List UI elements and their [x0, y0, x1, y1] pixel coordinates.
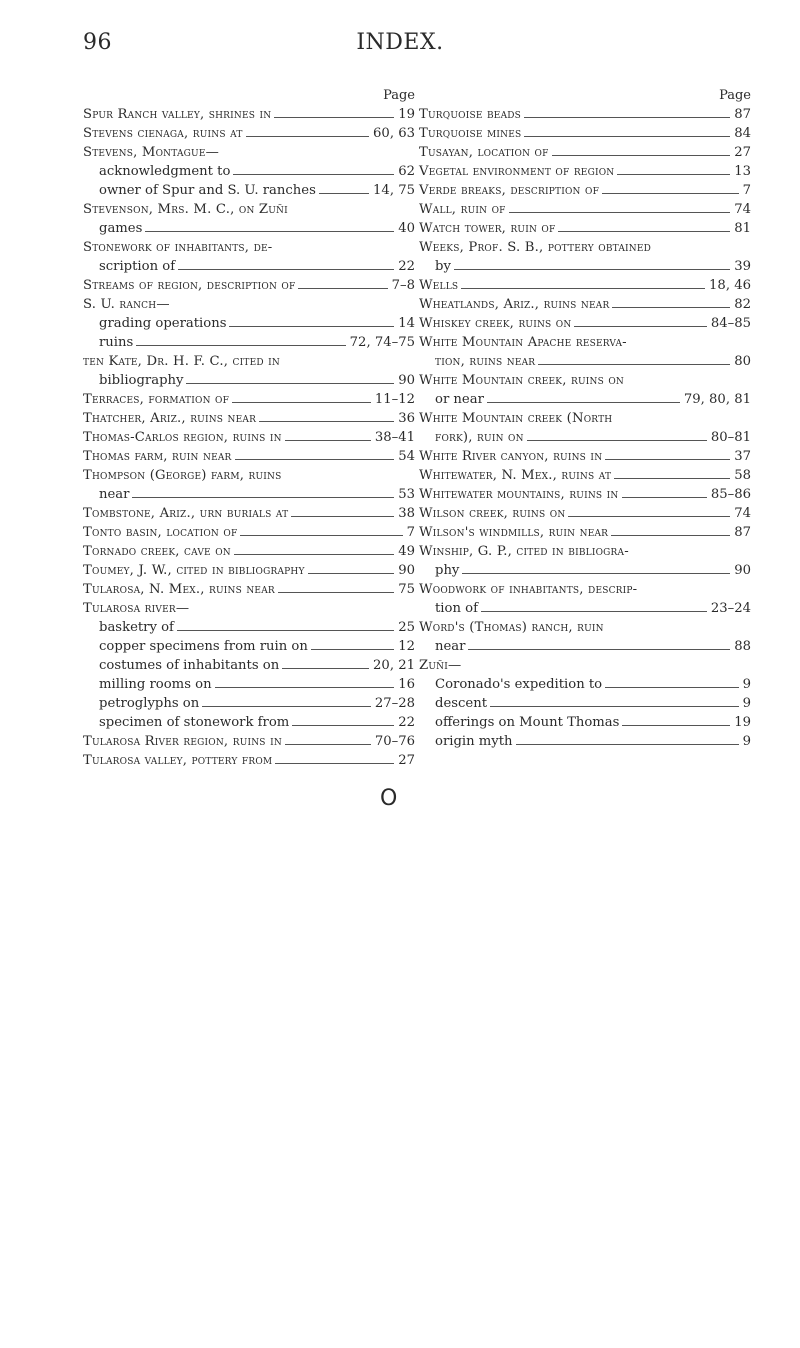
entry-text: Woodwork of inhabitants, descrip-: [419, 582, 638, 597]
entry-page-ref: 7: [406, 525, 415, 540]
entry-page-ref: 14: [398, 316, 415, 331]
entry-page-ref: 75: [398, 582, 415, 597]
index-entry: [419, 599, 751, 618]
index-entry: [83, 143, 415, 162]
entry-text: phy: [435, 563, 460, 578]
leader-line: [558, 231, 730, 232]
entry-page-ref: 90: [734, 563, 751, 578]
entry-text: Wells: [419, 278, 459, 293]
index-entry: [419, 542, 751, 561]
leader-line: [274, 117, 394, 118]
entry-text: origin myth: [435, 734, 513, 749]
leader-line: [215, 687, 395, 688]
index-entry: [83, 371, 415, 390]
index-entry: [83, 390, 415, 409]
leader-line: [298, 288, 387, 289]
leader-line: [538, 364, 730, 365]
index-entry: [83, 447, 415, 466]
leader-line: [614, 478, 730, 479]
right-entries: [419, 105, 751, 751]
leader-line: [285, 440, 371, 441]
index-entry: [83, 238, 415, 257]
leader-line: [235, 459, 395, 460]
index-entry: [83, 124, 415, 143]
entry-text: Wheatlands, Ariz., ruins near: [419, 297, 610, 312]
entry-text: Coronado's expedition to: [435, 677, 603, 692]
index-entry: [83, 656, 415, 675]
leader-line: [462, 573, 730, 574]
entry-text: tion of: [435, 601, 478, 616]
entry-text: Tusayan, location of: [419, 145, 549, 160]
entry-page-ref: 85–86: [710, 487, 751, 502]
leader-line: [617, 174, 730, 175]
entry-text: Whitewater mountains, ruins in: [419, 487, 619, 502]
leader-line: [490, 706, 739, 707]
leader-line: [524, 117, 730, 118]
entry-page-ref: 12: [398, 639, 415, 654]
entry-text: Stevens, Montague—: [83, 145, 219, 160]
entry-text: Tularosa river—: [83, 601, 190, 616]
page-column-heading: Page: [383, 88, 415, 103]
leader-line: [468, 649, 730, 650]
entry-text: tion, ruins near: [435, 354, 536, 369]
entry-text: Thatcher, Ariz., ruins near: [83, 411, 257, 426]
index-entry: [419, 352, 751, 371]
entry-text: costumes of inhabitants on: [99, 658, 280, 673]
entry-page-ref: 38–41: [374, 430, 415, 445]
entry-page-ref: 27–28: [374, 696, 415, 711]
entry-text: Spur Ranch valley, shrines in: [83, 107, 272, 122]
index-entry: [419, 713, 751, 732]
entry-page-ref: 72, 74–75: [349, 335, 415, 350]
leader-line: [202, 706, 371, 707]
entry-page-ref: 40: [398, 221, 415, 236]
index-entry: [83, 409, 415, 428]
entry-text: Tombstone, Ariz., urn burials at: [83, 506, 289, 521]
entry-text: games: [99, 221, 143, 236]
entry-page-ref: 79, 80, 81: [683, 392, 751, 407]
index-entry: [83, 523, 415, 542]
index-entry: [419, 371, 751, 390]
entry-text: Wilson creek, ruins on: [419, 506, 566, 521]
entry-text: Winship, G. P., cited in bibliogra-: [419, 544, 629, 559]
entry-text: Tularosa, N. Mex., ruins near: [83, 582, 275, 597]
index-entry: [419, 276, 751, 295]
entry-page-ref: 87: [734, 107, 751, 122]
leader-line: [481, 611, 707, 612]
index-entry: [419, 219, 751, 238]
leader-line: [611, 535, 730, 536]
entry-text: bibliography: [99, 373, 184, 388]
entry-page-ref: 9: [742, 677, 751, 692]
page-column-heading: Page: [719, 88, 751, 103]
index-column-left: [83, 86, 415, 770]
index-entry: [419, 105, 751, 124]
entry-page-ref: 74: [734, 202, 751, 217]
entry-page-ref: 16: [398, 677, 415, 692]
index-entry: [83, 105, 415, 124]
entry-page-ref: 70–76: [374, 734, 415, 749]
entry-page-ref: 81: [734, 221, 751, 236]
index-entry: [83, 675, 415, 694]
leader-line: [311, 649, 394, 650]
entry-text: Tornado creek, cave on: [83, 544, 231, 559]
entry-page-ref: 58: [734, 468, 751, 483]
entry-text: Turquoise mines: [419, 126, 522, 141]
entry-page-ref: 80–81: [710, 430, 751, 445]
index-entry: [419, 162, 751, 181]
entry-text: Verde breaks, description of: [419, 183, 600, 198]
index-entry: [83, 599, 415, 618]
index-entry: [83, 618, 415, 637]
index-entry: [419, 466, 751, 485]
index-entry: [83, 162, 415, 181]
index-entry: [83, 352, 415, 371]
index-entry: [83, 276, 415, 295]
entry-text: Stonework of inhabitants, de-: [83, 240, 273, 255]
entry-page-ref: 88: [734, 639, 751, 654]
entry-page-ref: 27: [398, 753, 415, 768]
entry-page-ref: 36: [398, 411, 415, 426]
entry-text: by: [435, 259, 451, 274]
entry-text: White Mountain Apache reserva-: [419, 335, 627, 350]
index-entry: [419, 143, 751, 162]
entry-page-ref: 87: [734, 525, 751, 540]
leader-line: [145, 231, 394, 232]
entry-text: Turquoise beads: [419, 107, 522, 122]
entry-text: Thompson (George) farm, ruins: [83, 468, 282, 483]
index-entry: [419, 200, 751, 219]
entry-text: Tularosa River region, ruins in: [83, 734, 282, 749]
leader-line: [622, 497, 707, 498]
leader-line: [454, 269, 730, 270]
index-entry: [83, 181, 415, 200]
entry-page-ref: 19: [398, 107, 415, 122]
leader-line: [487, 402, 680, 403]
index-entry: [83, 713, 415, 732]
entry-text: White Mountain creek (North: [419, 411, 613, 426]
index-entry: [419, 295, 751, 314]
entry-text: milling rooms on: [99, 677, 212, 692]
leader-line: [319, 193, 369, 194]
index-entry: [419, 333, 751, 352]
entry-text: copper specimens from ruin on: [99, 639, 308, 654]
index-entry: [419, 656, 751, 675]
index-entry: [419, 257, 751, 276]
index-entry: [83, 732, 415, 751]
left-entries: [83, 105, 415, 770]
page-header: [0, 30, 800, 60]
entry-page-ref: 7–8: [391, 278, 415, 293]
entry-page-ref: 37: [734, 449, 751, 464]
entry-page-ref: 53: [398, 487, 415, 502]
leader-line: [234, 554, 394, 555]
entry-text: Word's (Thomas) ranch, ruin: [419, 620, 604, 635]
leader-line: [233, 174, 394, 175]
index-entry: [419, 637, 751, 656]
entry-page-ref: 84–85: [710, 316, 751, 331]
leader-line: [275, 763, 394, 764]
index-entry: [419, 409, 751, 428]
leader-line: [278, 592, 394, 593]
entry-page-ref: 82: [734, 297, 751, 312]
entry-text: Thomas-Carlos region, ruins in: [83, 430, 282, 445]
entry-text: Whiskey creek, ruins on: [419, 316, 572, 331]
entry-text: Zuñi—: [419, 658, 462, 673]
index-entry: [83, 580, 415, 599]
index-entry: [419, 124, 751, 143]
index-entry: [83, 257, 415, 276]
leader-line: [232, 402, 371, 403]
entry-text: petroglyphs on: [99, 696, 200, 711]
leader-line: [308, 573, 395, 574]
index-entry: [83, 466, 415, 485]
index-entry: [419, 580, 751, 599]
entry-text: Tularosa valley, pottery from: [83, 753, 273, 768]
leader-line: [177, 630, 394, 631]
index-entry: [83, 751, 415, 770]
index-entry: [83, 314, 415, 333]
entry-text: White Mountain creek, ruins on: [419, 373, 625, 388]
index-entry: [419, 618, 751, 637]
index-entry: [83, 428, 415, 447]
entry-page-ref: 23–24: [710, 601, 751, 616]
entry-page-ref: 7: [742, 183, 751, 198]
entry-page-ref: 39: [734, 259, 751, 274]
index-entry: [83, 561, 415, 580]
index-entry: [83, 200, 415, 219]
index-entry: [83, 542, 415, 561]
entry-text: scription of: [99, 259, 176, 274]
index-entry: [419, 390, 751, 409]
index-entry: [83, 504, 415, 523]
entry-text: Stevens cienaga, ruins at: [83, 126, 243, 141]
entry-page-ref: 74: [734, 506, 751, 521]
entry-text: acknowledgment to: [99, 164, 231, 179]
leader-line: [186, 383, 394, 384]
leader-line: [291, 516, 394, 517]
entry-page-ref: 13: [734, 164, 751, 179]
entry-page-ref: 9: [742, 696, 751, 711]
entry-page-ref: 90: [398, 373, 415, 388]
index-entry: [419, 732, 751, 751]
entry-text: near: [435, 639, 466, 654]
leader-line: [524, 136, 730, 137]
leader-line: [605, 687, 738, 688]
entry-page-ref: 18, 46: [709, 278, 751, 293]
entry-text: Whitewater, N. Mex., ruins at: [419, 468, 612, 483]
entry-page-ref: 22: [398, 259, 415, 274]
entry-text: ten Kate, Dr. H. F. C., cited in: [83, 354, 280, 369]
entry-text: Terraces, formation of: [83, 392, 230, 407]
entry-page-ref: 49: [398, 544, 415, 559]
entry-page-ref: 22: [398, 715, 415, 730]
entry-text: Wall, ruin of: [419, 202, 506, 217]
index-entry: [83, 219, 415, 238]
entry-text: specimen of stonework from: [99, 715, 290, 730]
entry-page-ref: 25: [398, 620, 415, 635]
end-mark: O: [380, 786, 398, 811]
page-number: 96: [83, 30, 112, 55]
running-title: INDEX.: [356, 30, 444, 55]
leader-line: [605, 459, 730, 460]
entry-text: or near: [435, 392, 484, 407]
index-entry: [419, 181, 751, 200]
entry-text: offerings on Mount Thomas: [435, 715, 620, 730]
entry-page-ref: 27: [734, 145, 751, 160]
entry-text: owner of Spur and S. U. ranches: [99, 183, 316, 198]
leader-line: [552, 155, 731, 156]
leader-line: [282, 668, 369, 669]
leader-line: [259, 421, 394, 422]
index-entry: [83, 295, 415, 314]
index-entry: [83, 333, 415, 352]
entry-text: Streams of region, description of: [83, 278, 296, 293]
leader-line: [292, 725, 394, 726]
entry-text: Stevenson, Mrs. M. C., on Zuñi: [83, 202, 288, 217]
entry-text: basketry of: [99, 620, 174, 635]
leader-line: [509, 212, 731, 213]
entry-text: near: [99, 487, 130, 502]
index-entry: [419, 694, 751, 713]
entry-page-ref: 19: [734, 715, 751, 730]
leader-line: [516, 744, 739, 745]
entry-page-ref: 80: [734, 354, 751, 369]
entry-text: White River canyon, ruins in: [419, 449, 603, 464]
entry-text: grading operations: [99, 316, 227, 331]
entry-text: Vegetal environment of region: [419, 164, 615, 179]
leader-line: [136, 345, 345, 346]
index-entry: [419, 561, 751, 580]
leader-line: [622, 725, 730, 726]
entry-text: Toumey, J. W., cited in bibliography: [83, 563, 305, 578]
index-entry: [83, 485, 415, 504]
entry-page-ref: 14, 75: [373, 183, 415, 198]
entry-page-ref: 38: [398, 506, 415, 521]
index-entry: [83, 694, 415, 713]
entry-page-ref: 9: [742, 734, 751, 749]
index-entry: [419, 428, 751, 447]
leader-line: [246, 136, 370, 137]
entry-text: S. U. ranch—: [83, 297, 170, 312]
entry-page-ref: 60, 63: [373, 126, 415, 141]
entry-text: ruins: [99, 335, 134, 350]
index-column-right: [419, 86, 751, 751]
entry-text: descent: [435, 696, 487, 711]
entry-text: Tonto basin, location of: [83, 525, 238, 540]
leader-line: [527, 440, 707, 441]
leader-line: [568, 516, 730, 517]
index-entry: [419, 485, 751, 504]
index-entry: [83, 637, 415, 656]
entry-text: fork), ruin on: [435, 430, 524, 445]
leader-line: [240, 535, 402, 536]
entry-page-ref: 11–12: [374, 392, 415, 407]
entry-page-ref: 90: [398, 563, 415, 578]
entry-page-ref: 84: [734, 126, 751, 141]
entry-page-ref: 54: [398, 449, 415, 464]
index-entry: [419, 314, 751, 333]
leader-line: [132, 497, 394, 498]
entry-text: Wilson's windmills, ruin near: [419, 525, 609, 540]
leader-line: [285, 744, 371, 745]
leader-line: [612, 307, 730, 308]
leader-line: [574, 326, 706, 327]
index-entry: [419, 523, 751, 542]
entry-text: Thomas farm, ruin near: [83, 449, 232, 464]
index-entry: [419, 675, 751, 694]
entry-text: Watch tower, ruin of: [419, 221, 556, 236]
entry-page-ref: 20, 21: [373, 658, 415, 673]
leader-line: [229, 326, 394, 327]
leader-line: [461, 288, 705, 289]
index-entry: [419, 238, 751, 257]
entry-page-ref: 62: [398, 164, 415, 179]
index-entry: [419, 447, 751, 466]
entry-text: Weeks, Prof. S. B., pottery obtained: [419, 240, 652, 255]
index-entry: [419, 504, 751, 523]
leader-line: [602, 193, 739, 194]
leader-line: [178, 269, 394, 270]
